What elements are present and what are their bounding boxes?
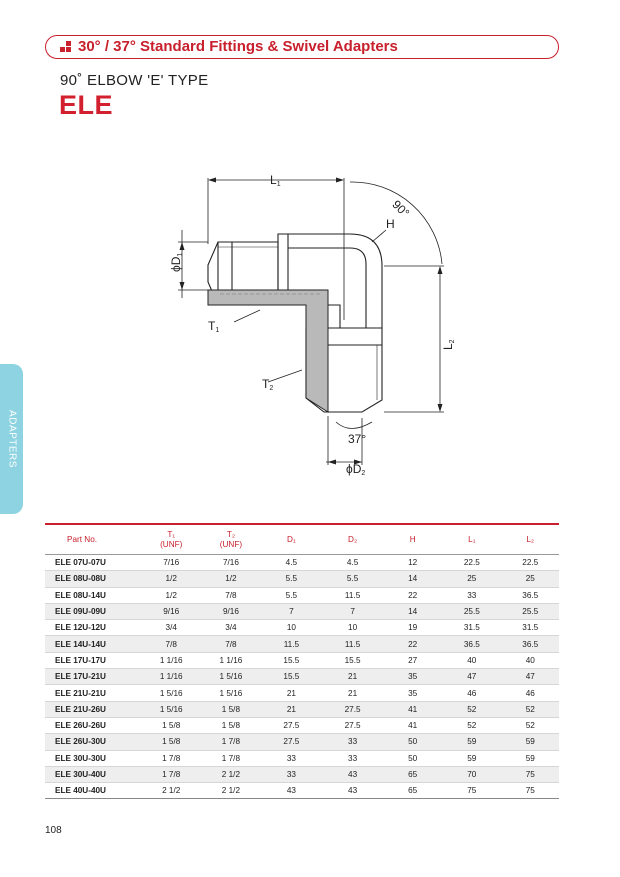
table-header-row xyxy=(45,525,559,555)
cell-l2: 75 xyxy=(501,766,559,782)
cell-l1: 25 xyxy=(442,571,501,587)
cell-d1: 5.5 xyxy=(261,571,322,587)
cell-h: 65 xyxy=(383,766,442,782)
cell-part-no: ELE 26U-26U xyxy=(45,717,141,733)
cell-part-no: ELE 09U-09U xyxy=(45,603,141,619)
cell-l2: 52 xyxy=(501,717,559,733)
cell-d2: 27.5 xyxy=(322,717,383,733)
cell-t2: 7/16 xyxy=(201,555,261,571)
cell-part-no: ELE 21U-26U xyxy=(45,701,141,717)
cell-d1: 21 xyxy=(261,701,322,717)
cell-t1: 1 5/8 xyxy=(141,734,201,750)
cell-l1: 33 xyxy=(442,587,501,603)
cell-l1: 75 xyxy=(442,783,501,799)
label-l1: L1 xyxy=(270,173,281,188)
label-angle-37: 37° xyxy=(348,432,367,446)
cell-d2: 10 xyxy=(322,620,383,636)
cell-t2: 1 5/8 xyxy=(201,701,261,717)
cell-d1: 7 xyxy=(261,603,322,619)
table-row xyxy=(45,750,559,766)
cell-d2: 33 xyxy=(322,734,383,750)
cell-t2: 1/2 xyxy=(201,571,261,587)
cell-d2: 43 xyxy=(322,783,383,799)
cell-l2: 75 xyxy=(501,783,559,799)
cell-t1: 9/16 xyxy=(141,603,201,619)
cell-t1: 1/2 xyxy=(141,587,201,603)
cell-l1: 31.5 xyxy=(442,620,501,636)
table-row xyxy=(45,717,559,733)
cell-l1: 25.5 xyxy=(442,603,501,619)
col-header-d1: D₁ xyxy=(261,525,322,555)
cell-d2: 21 xyxy=(322,669,383,685)
label-l2: L2 xyxy=(441,339,456,350)
cell-h: 12 xyxy=(383,555,442,571)
cell-h: 50 xyxy=(383,750,442,766)
section-header xyxy=(45,35,559,59)
cell-t1: 1 7/8 xyxy=(141,766,201,782)
cell-l2: 25.5 xyxy=(501,603,559,619)
cell-d2: 33 xyxy=(322,750,383,766)
col-header-l2: L₂ xyxy=(501,525,559,555)
cell-h: 41 xyxy=(383,717,442,733)
cell-l1: 52 xyxy=(442,701,501,717)
table-row xyxy=(45,766,559,782)
cell-d1: 33 xyxy=(261,766,322,782)
table-row xyxy=(45,669,559,685)
label-d2: ϕD2 xyxy=(346,462,366,477)
cell-d1: 15.5 xyxy=(261,652,322,668)
table-row xyxy=(45,571,559,587)
cell-part-no: ELE 26U-30U xyxy=(45,734,141,750)
cell-part-no: ELE 30U-30U xyxy=(45,750,141,766)
cell-part-no: ELE 14U-14U xyxy=(45,636,141,652)
cell-t2: 2 1/2 xyxy=(201,783,261,799)
cell-t2: 1 7/8 xyxy=(201,750,261,766)
cell-t1: 1 7/8 xyxy=(141,750,201,766)
col-header-t1: T₁ (UNF) xyxy=(141,525,201,555)
product-subtitle: 90˚ ELBOW 'E' TYPE xyxy=(60,72,209,89)
cell-l2: 59 xyxy=(501,734,559,750)
cell-t2: 1 1/16 xyxy=(201,652,261,668)
cell-l1: 70 xyxy=(442,766,501,782)
cell-d1: 21 xyxy=(261,685,322,701)
cell-t1: 1/2 xyxy=(141,571,201,587)
cell-d2: 7 xyxy=(322,603,383,619)
table-row xyxy=(45,685,559,701)
cell-t2: 1 5/8 xyxy=(201,717,261,733)
cell-l2: 31.5 xyxy=(501,620,559,636)
table-row xyxy=(45,783,559,799)
cell-d1: 27.5 xyxy=(261,717,322,733)
cell-h: 65 xyxy=(383,783,442,799)
page-number: 108 xyxy=(45,825,62,836)
cell-part-no: ELE 17U-17U xyxy=(45,652,141,668)
cell-d2: 15.5 xyxy=(322,652,383,668)
table-row xyxy=(45,652,559,668)
squares-icon xyxy=(60,41,72,53)
section-title: 30° / 37° Standard Fittings & Swivel Adapters xyxy=(78,38,398,55)
spec-table xyxy=(45,525,559,799)
cell-part-no: ELE 08U-08U xyxy=(45,571,141,587)
cell-l2: 46 xyxy=(501,685,559,701)
cell-d1: 33 xyxy=(261,750,322,766)
cell-h: 35 xyxy=(383,669,442,685)
cell-d2: 4.5 xyxy=(322,555,383,571)
cell-l2: 59 xyxy=(501,750,559,766)
col-header-l1: L₁ xyxy=(442,525,501,555)
cell-part-no: ELE 08U-14U xyxy=(45,587,141,603)
spec-table-wrapper xyxy=(45,523,559,799)
cell-h: 14 xyxy=(383,603,442,619)
cell-t2: 3/4 xyxy=(201,620,261,636)
cell-t1: 7/8 xyxy=(141,636,201,652)
cell-d1: 27.5 xyxy=(261,734,322,750)
cell-l1: 36.5 xyxy=(442,636,501,652)
cell-d2: 11.5 xyxy=(322,636,383,652)
col-header-t2: T₂ (UNF) xyxy=(201,525,261,555)
cell-d1: 15.5 xyxy=(261,669,322,685)
cell-h: 14 xyxy=(383,571,442,587)
cell-part-no: ELE 30U-40U xyxy=(45,766,141,782)
cell-t2: 9/16 xyxy=(201,603,261,619)
cell-l1: 52 xyxy=(442,717,501,733)
cell-d1: 4.5 xyxy=(261,555,322,571)
cell-l1: 46 xyxy=(442,685,501,701)
cell-l1: 40 xyxy=(442,652,501,668)
cell-part-no: ELE 12U-12U xyxy=(45,620,141,636)
cell-t1: 7/16 xyxy=(141,555,201,571)
side-tab-adapters[interactable] xyxy=(0,364,23,514)
side-tab-label: ADAPTERS xyxy=(6,410,17,468)
cell-l2: 40 xyxy=(501,652,559,668)
cell-t2: 7/8 xyxy=(201,587,261,603)
cell-t1: 3/4 xyxy=(141,620,201,636)
col-header-d2: D₂ xyxy=(322,525,383,555)
cell-h: 27 xyxy=(383,652,442,668)
technical-drawing xyxy=(160,160,470,480)
cell-t1: 1 1/16 xyxy=(141,669,201,685)
cell-t2: 1 5/16 xyxy=(201,685,261,701)
cell-part-no: ELE 17U-21U xyxy=(45,669,141,685)
cell-l2: 36.5 xyxy=(501,636,559,652)
cell-h: 19 xyxy=(383,620,442,636)
cell-h: 22 xyxy=(383,587,442,603)
table-row xyxy=(45,603,559,619)
table-row xyxy=(45,701,559,717)
label-t1: T1 xyxy=(208,319,220,334)
cell-h: 35 xyxy=(383,685,442,701)
table-row xyxy=(45,555,559,571)
cell-l1: 47 xyxy=(442,669,501,685)
col-header-h: H xyxy=(383,525,442,555)
cell-t1: 2 1/2 xyxy=(141,783,201,799)
product-code: ELE xyxy=(59,90,114,120)
cell-d2: 21 xyxy=(322,685,383,701)
table-row xyxy=(45,734,559,750)
cell-t2: 7/8 xyxy=(201,636,261,652)
cell-d1: 10 xyxy=(261,620,322,636)
label-t2: T2 xyxy=(262,377,274,392)
cell-l2: 52 xyxy=(501,701,559,717)
cell-l2: 47 xyxy=(501,669,559,685)
col-header-part-no: Part No. xyxy=(45,525,141,555)
cell-t1: 1 5/16 xyxy=(141,685,201,701)
cell-h: 50 xyxy=(383,734,442,750)
cell-l2: 36.5 xyxy=(501,587,559,603)
cell-t2: 2 1/2 xyxy=(201,766,261,782)
cell-l1: 59 xyxy=(442,750,501,766)
cell-part-no: ELE 40U-40U xyxy=(45,783,141,799)
label-angle-90: 90° xyxy=(389,197,413,221)
cell-t1: 1 5/8 xyxy=(141,717,201,733)
cell-t1: 1 1/16 xyxy=(141,652,201,668)
cell-d2: 43 xyxy=(322,766,383,782)
cell-d2: 5.5 xyxy=(322,571,383,587)
table-row xyxy=(45,587,559,603)
table-row xyxy=(45,620,559,636)
cell-t2: 1 5/16 xyxy=(201,669,261,685)
cell-d1: 43 xyxy=(261,783,322,799)
table-row xyxy=(45,636,559,652)
cell-l1: 22.5 xyxy=(442,555,501,571)
label-d1: ϕD1 xyxy=(169,252,184,272)
cell-d2: 27.5 xyxy=(322,701,383,717)
cell-part-no: ELE 21U-21U xyxy=(45,685,141,701)
cell-d2: 11.5 xyxy=(322,587,383,603)
cell-l2: 25 xyxy=(501,571,559,587)
cell-d1: 11.5 xyxy=(261,636,322,652)
cell-l2: 22.5 xyxy=(501,555,559,571)
cell-d1: 5.5 xyxy=(261,587,322,603)
section-hatch xyxy=(208,290,328,412)
cell-h: 22 xyxy=(383,636,442,652)
cell-t1: 1 5/16 xyxy=(141,701,201,717)
label-h: H xyxy=(386,217,395,231)
cell-t2: 1 7/8 xyxy=(201,734,261,750)
cell-part-no: ELE 07U-07U xyxy=(45,555,141,571)
cell-l1: 59 xyxy=(442,734,501,750)
cell-h: 41 xyxy=(383,701,442,717)
